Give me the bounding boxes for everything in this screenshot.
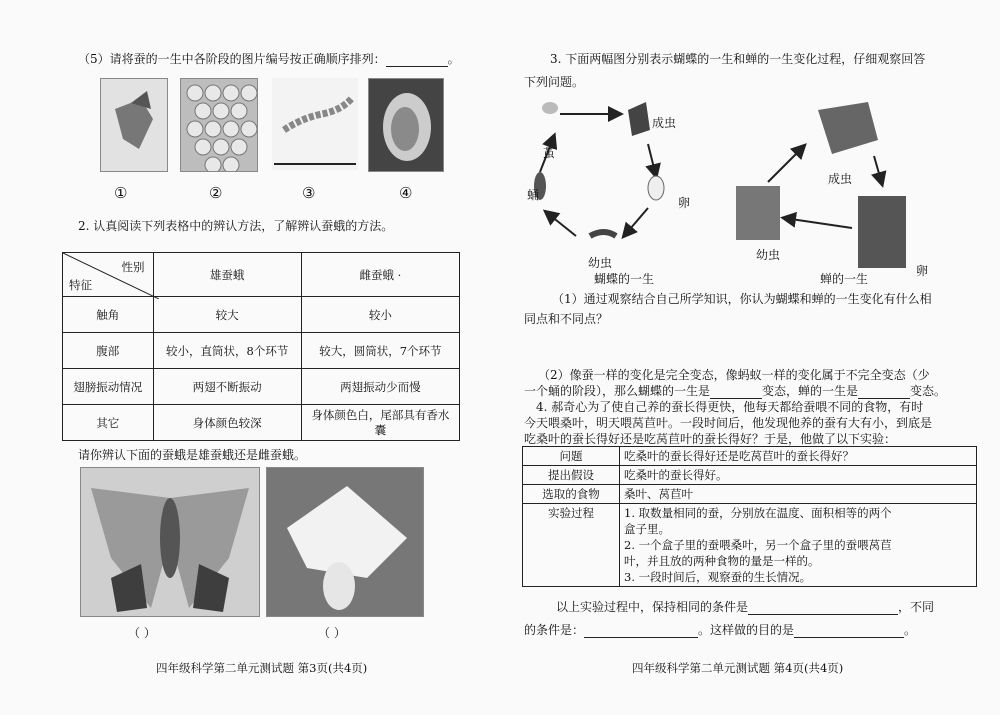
q3-2-line1: （2）像蚕一样的变化是完全变态，像蚂蚁一样的变化属于不完全变态（少 bbox=[538, 368, 930, 382]
process-step: 叶，并且放的两种食物的量是一样的。 bbox=[624, 554, 820, 568]
answer-bracket-b[interactable]: （ ） bbox=[318, 626, 346, 640]
row-value: 桑叶、莴苣叶 bbox=[620, 485, 977, 504]
row-value: 吃桑叶的蚕长得好。 bbox=[620, 466, 977, 485]
row-label: 问题 bbox=[523, 447, 620, 466]
cell-feature: 翅膀振动情况 bbox=[63, 369, 154, 405]
cicada-metamorphosis-blank[interactable] bbox=[858, 385, 910, 399]
q3-line2: 下列问题。 bbox=[524, 75, 585, 89]
butterfly-metamorphosis-blank[interactable] bbox=[710, 385, 762, 399]
table-row bbox=[523, 447, 977, 466]
cell-female: 身体颜色白，尾部具有香水囊 bbox=[301, 405, 459, 441]
q3-line1: 3. 下面两幅图分别表示蝴蝶的一生和蝉的一生变化过程，仔细观察回答 bbox=[550, 52, 926, 66]
q3-2-line2: 一个蛹的阶段），那么蝴蝶的一生是 变态，蝉的一生是 变态。 bbox=[524, 384, 947, 398]
process-steps bbox=[620, 504, 977, 587]
photo-moth-a bbox=[80, 467, 260, 617]
cell-female: 较小 bbox=[301, 297, 459, 333]
cicada-adult-label: 成虫 bbox=[828, 172, 853, 186]
table-row bbox=[63, 333, 460, 369]
answer-bracket-a[interactable]: （ ） bbox=[128, 626, 156, 640]
right-page bbox=[500, 0, 1000, 715]
q4-line1: 4. 郝奇心为了使自己养的蚕长得更快，他每天都给蚕喂不同的食物，有时 bbox=[536, 400, 924, 414]
butterfly-caption: 蝴蝶的一生 bbox=[594, 272, 655, 286]
cicada-caption: 蝉的一生 bbox=[820, 272, 869, 286]
row-label: 实验过程 bbox=[523, 504, 620, 587]
purpose-blank[interactable] bbox=[794, 624, 904, 638]
cell-feature: 触角 bbox=[63, 297, 154, 333]
butterfly-cocoon-label: 茧 bbox=[543, 146, 556, 160]
photo-stage-2-eggs bbox=[180, 78, 258, 172]
row-value: 吃桑叶的蚕长得好还是吃莴苣叶的蚕长得好？ bbox=[620, 447, 977, 466]
cell-feature: 腹部 bbox=[63, 333, 154, 369]
header-feature: 特征 bbox=[69, 278, 92, 292]
butterfly-adult-label: 成虫 bbox=[652, 116, 677, 130]
photo-moth-b bbox=[266, 467, 424, 617]
q2-title: 2. 认真阅读下列表格中的辨认方法，了解辨认蚕蛾的方法。 bbox=[78, 219, 394, 233]
table-row bbox=[63, 405, 460, 441]
photo-stage-4-cocoon bbox=[368, 78, 444, 172]
header-female: 雌蚕蛾 · bbox=[301, 253, 459, 297]
q3-1-line1: （1）通过观察结合自己所学知识，你认为蝴蝶和蝉的一生变化有什么相 bbox=[552, 292, 932, 306]
table-row bbox=[523, 485, 977, 504]
q5-question bbox=[78, 50, 460, 67]
conditions-line1: 以上实验过程中，保持相同的条件是 ，不同 bbox=[556, 600, 935, 614]
table-row bbox=[63, 297, 460, 333]
moth-identify-table bbox=[62, 252, 460, 441]
cell-male: 较大 bbox=[153, 297, 301, 333]
q5-answer-blank[interactable] bbox=[386, 53, 448, 67]
conditions-line2: 的条件是： 。这样做的目的是 。 bbox=[524, 623, 917, 637]
cell-female: 两翅振动少而慢 bbox=[301, 369, 459, 405]
label-1: ① bbox=[114, 184, 128, 202]
header-gender: 性别 bbox=[121, 260, 145, 274]
table-diagonal-header bbox=[63, 253, 154, 297]
cicada-egg-label: 卵 bbox=[916, 264, 929, 278]
same-condition-blank[interactable] bbox=[748, 601, 898, 615]
butterfly-larva-label: 幼虫 bbox=[588, 256, 613, 270]
cell-male: 身体颜色较深 bbox=[153, 405, 301, 441]
q4-line3: 吃桑叶的蚕长得好还是吃莴苣叶的蚕长得好？于是，他做了以下实验： bbox=[524, 432, 897, 446]
header-male: 雄蚕蛾 bbox=[153, 253, 301, 297]
label-4: ④ bbox=[399, 184, 413, 202]
right-footer: 四年级科学第二单元测试题 第4页(共4页) bbox=[632, 661, 844, 675]
cell-male: 两翅不断振动 bbox=[153, 369, 301, 405]
row-label: 选取的食物 bbox=[523, 485, 620, 504]
q5-text: （5）请将蚕的一生中各阶段的图片编号按正确顺序排列： bbox=[78, 52, 386, 66]
process-step: 3. 一段时间后，观察蚕的生长情况。 bbox=[624, 570, 812, 584]
process-step: 盒子里。 bbox=[624, 522, 670, 536]
cicada-larva-label: 幼虫 bbox=[756, 248, 781, 262]
photo-stage-3-larva bbox=[272, 78, 358, 170]
cell-male: 较小，直筒状，8个环节 bbox=[153, 333, 301, 369]
different-condition-blank[interactable] bbox=[584, 624, 698, 638]
label-3: ③ bbox=[302, 184, 316, 202]
cell-feature: 其它 bbox=[63, 405, 154, 441]
butterfly-egg-label: 卵 bbox=[678, 196, 691, 210]
experiment-table bbox=[522, 446, 977, 587]
q3-1-line2: 同点和不同点？ bbox=[524, 312, 609, 326]
cell-female: 较大，圆筒状，7个环节 bbox=[301, 333, 459, 369]
q5-tail: 。 bbox=[447, 52, 460, 66]
row-label: 提出假设 bbox=[523, 466, 620, 485]
left-footer: 四年级科学第二单元测试题 第3页(共4页) bbox=[156, 661, 368, 675]
process-step: 2. 一个盒子里的蚕喂桑叶，另一个盒子里的蚕喂莴苣 bbox=[624, 538, 892, 552]
label-2: ② bbox=[209, 184, 223, 202]
table-row bbox=[523, 466, 977, 485]
identify-text: 请你辨认下面的蚕蛾是雄蚕蛾还是雌蚕蛾。 bbox=[78, 448, 307, 462]
butterfly-pupa-label: 蛹 bbox=[527, 188, 540, 202]
table-row bbox=[63, 369, 460, 405]
q4-line2: 今天喂桑叶，明天喂莴苣叶。一段时间后，他发现他养的蚕有大有小，到底是 bbox=[524, 416, 933, 430]
process-step: 1. 取数量相同的蚕，分别放在温度、面积相等的两个 bbox=[624, 506, 892, 520]
table-row bbox=[523, 504, 977, 587]
photo-stage-1-moth bbox=[100, 78, 168, 172]
